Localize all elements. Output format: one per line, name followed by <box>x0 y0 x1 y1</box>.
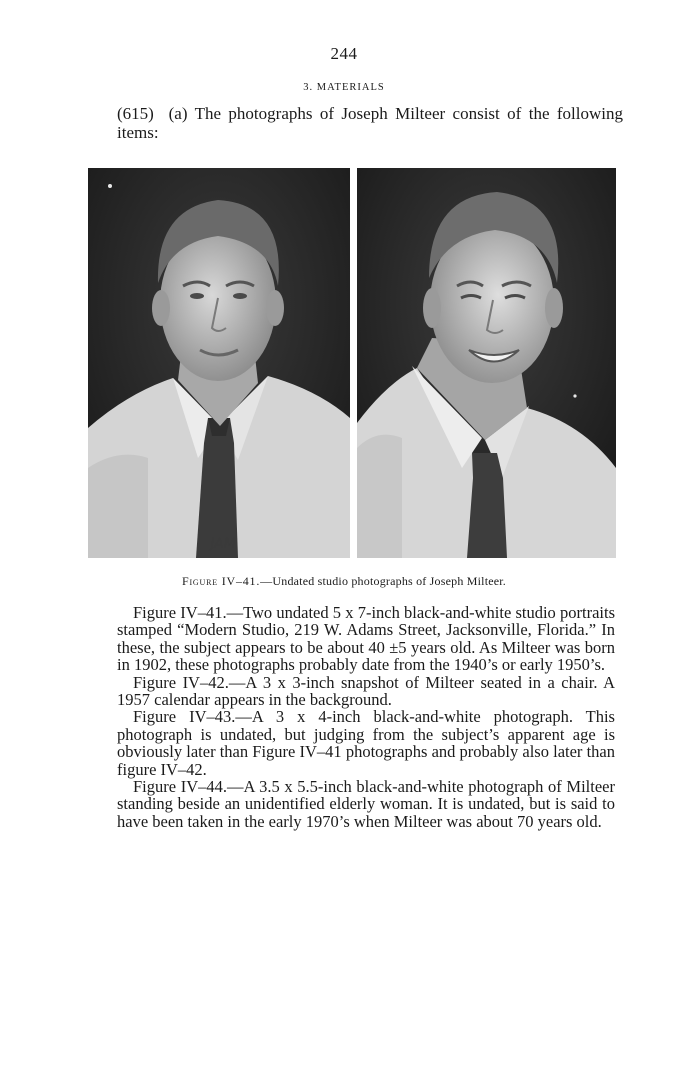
figure-description <box>117 708 615 778</box>
intro-text: (a) The photographs of Joseph Milteer consist of the following items: <box>117 104 624 142</box>
figure-label: Figure IV–42. <box>133 672 229 692</box>
figure-label: Figure IV–44. <box>133 777 227 797</box>
portrait-photo-left <box>88 168 350 558</box>
body-text <box>117 604 615 830</box>
page-number: 244 <box>330 44 358 63</box>
figure-description-text: —A 3 x 3-inch snapshot of Milteer seated in a chair. A 1957 calendar appears in the background. <box>117 672 615 710</box>
figure-description <box>117 674 615 709</box>
figure-description <box>117 778 615 830</box>
figure-description-text: —Two undated 5 x 7-inch black-and-white studio portraits stamped “Modern Studio, 219 W. Adams Street, Jacksonville, Florida.” In these, the subject appears to be about 40 ±5 years old. As Milteer was born in 1902, these photographs probably date from the 1940’s or early 1950’s. <box>117 603 615 675</box>
section-header: 3. MATERIALS <box>303 82 385 93</box>
figure-description-text: —A 3.5 x 5.5-inch black-and-white photograph of Milteer standing beside an unidentified elderly woman. It is undated, but is said to have been taken in the early 1970’s when Milteer was about 70 years old. <box>117 777 615 831</box>
figure-caption <box>0 574 688 589</box>
portrait-photo-right <box>357 168 616 558</box>
intro-paragraph <box>117 104 623 142</box>
figure-label: Figure IV–41. <box>133 603 227 622</box>
figure-description-text: —A 3 x 4-inch black-and-white photograph. This photograph is undated, but judging from the subject’s apparent age is obviously later than Figure IV–41 photographs and probably also later than figure IV–42. <box>117 707 615 779</box>
figure-label: Figure IV–43. <box>133 707 236 727</box>
paragraph-number: (615) <box>117 104 154 123</box>
caption-text: —Undated studio photographs of Joseph Milteer. <box>260 574 507 588</box>
portrait-left-image <box>88 168 350 558</box>
figure-description <box>117 604 615 674</box>
caption-label: Figure IV–41. <box>181 574 261 588</box>
shirt-monogram: JAM <box>209 536 237 552</box>
portrait-right-image <box>357 168 616 558</box>
